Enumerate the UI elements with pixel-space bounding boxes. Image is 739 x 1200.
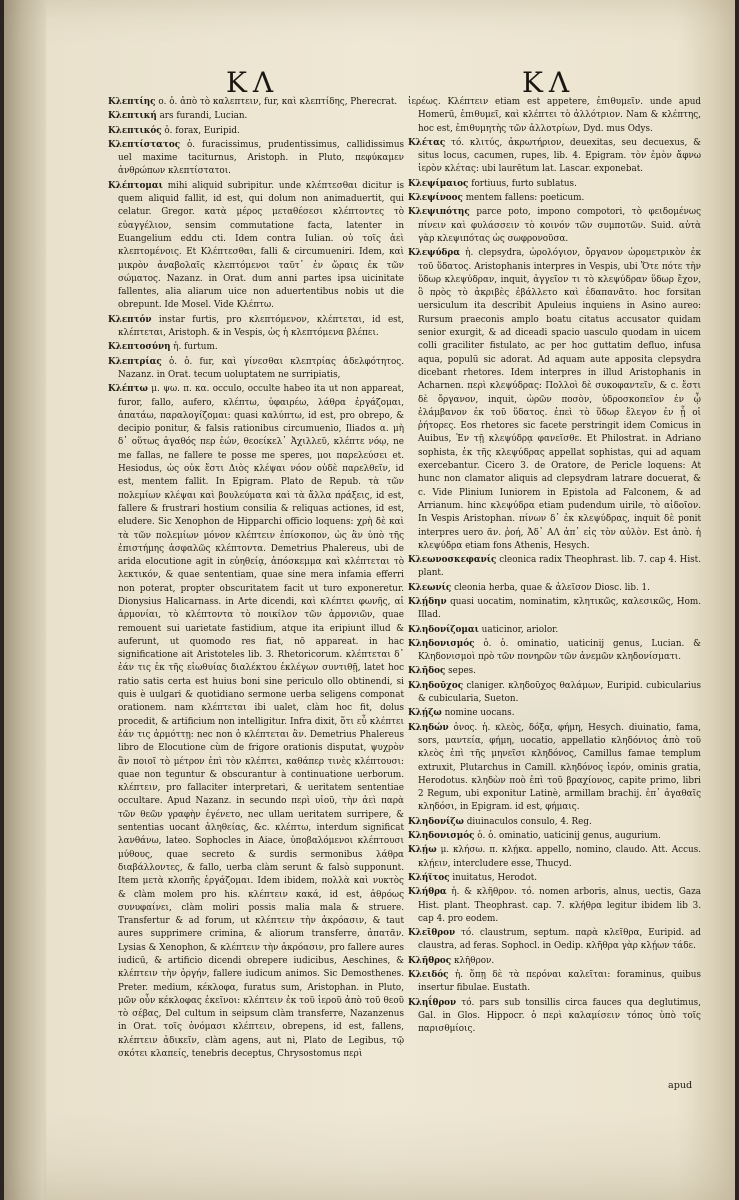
left-column xyxy=(108,96,404,1062)
dictionary-entry xyxy=(408,178,701,191)
dictionary-entry xyxy=(408,969,701,996)
entry-headword: Κλῄζω xyxy=(408,708,442,719)
entry-headword: Κλεψίμαιος xyxy=(408,178,469,189)
entry-headword: Κλεπτοσύνη xyxy=(108,342,171,353)
dictionary-entry xyxy=(408,707,701,720)
page-spine-shadow xyxy=(4,0,46,1200)
entry-text: mentem fallens: poeticum. xyxy=(465,193,585,204)
entry-text: ἡ. furtum. xyxy=(173,342,218,353)
entry-text: inuitatus, Herodot. xyxy=(452,872,538,883)
entry-headword: Κληδονισμός xyxy=(408,831,475,842)
entry-text: τό. pars sub tonsillis circa fauces qua deglutimus, Gal. in Glos. Hippocr. ὁ περὶ καλαμίσειν τόπος ὑπὸ τοῖς παρισθμίοις. xyxy=(418,997,701,1035)
entry-text: parce poto, impono compotori, τὸ φειδομένως πίνειν καὶ φυλάσσειν τὸ κοινόν τῶν συμποτῶν. Suid. αὐτὰ γὰρ κλεψιπότας ὡς σωφρονοῦσα. xyxy=(418,207,702,244)
entry-headword: Κληδονισμός xyxy=(408,638,475,649)
entry-text: ὁ. ὁ. ominatio, uaticinij genus, Lucian. & Κληδονισμοὶ πρὸ τῶν πονηρῶν τῶν ἀνεμῶν κληδονίσματι. xyxy=(418,638,702,663)
entry-headword: Κλεωνοσκεφανίς xyxy=(408,555,497,566)
entry-headword: Κλήϊτος xyxy=(408,872,450,883)
entry-headword: Κλέτας xyxy=(408,137,446,148)
entry-text: τό. claustrum, septum. παρὰ κλεῖθρα, Euripid. ad claustra, ad feras. Sophocl. in Oedip. κλῆθρα γὰρ κλῄων τάδε. xyxy=(418,928,701,952)
dictionary-entry xyxy=(408,997,701,1037)
entry-headword: Κλέπτω xyxy=(108,384,148,395)
entry-headword: Κλεψύδρα xyxy=(408,248,461,259)
entry-text: κλῆθρον. xyxy=(453,955,495,966)
entry-text: ars furandi, Lucian. xyxy=(159,111,248,122)
dictionary-entry xyxy=(108,356,404,383)
entry-headword: Κλῄδην xyxy=(408,596,447,607)
entry-text: mihi aliquid subripitur. unde κλέπτεσθαι dicitur is quem aliquid fallit, id est, qui dolum non animaduertit, qui celatur. Gregor. κατὰ μέρος μεταθέσεσι κλέπτοντες τὸ εὐαγγέλιον, sensim commutatione facta, latenter in Euangelium eddu cti. Idem contra Iulian. οὐ τοῖς ἀεὶ κλεπτομένοις. Et Κλέπτεσθαι, falli & circumueniri. Idem, καὶ μικρὸν ἀναβολαῖς κλεπτόμενοι ταῦτ᾽ ἐν ὥραις ἐκ τῶν σώματος. Nazanz. in Orat. dum anni partes ipsa uicinitate fallentes, alia aliarum uice non aduertentibus nobis ut die obrepunt. Ide Mosel. Vide Κλέπτω. xyxy=(118,180,404,311)
dictionary-entry xyxy=(408,886,701,926)
dictionary-entry xyxy=(108,110,404,123)
entry-text: fortiuus, furto sublatus. xyxy=(471,178,577,189)
running-head-left: ΚΛ xyxy=(226,66,280,99)
entry-headword: Κλειδός xyxy=(408,970,449,980)
entry-text: ὁ. ὁ. fur, καὶ γίνεσθαι κλεπτρίας ἀδελφότητος. Nazanz. in Orat. tecum uoluptatem ne surripiatis, xyxy=(118,356,404,380)
dictionary-entry xyxy=(408,844,701,871)
entry-text: ἡ. & κλῆθρον. τό. nomen arboris, alnus, uectis, Gaza Hist. plant. Theophrast. cap. 7. κλήθρα legitur ibidem lib 3. cap 4. pro eodem. xyxy=(418,887,702,924)
entry-text: nomine uocans. xyxy=(444,708,515,719)
entry-headword: Κληδονίζω xyxy=(408,816,464,827)
entry-headword: Κλεπτίστατος xyxy=(108,139,181,150)
entry-headword: Κλῄω xyxy=(408,845,437,856)
dictionary-entry xyxy=(408,554,701,581)
catchword: apud xyxy=(668,1080,693,1091)
entry-text: ὁ. ὁ. ominatio, uaticinij genus, augurium. xyxy=(477,831,661,842)
entry-headword: Κλεψιπότης xyxy=(408,207,470,218)
dictionary-entry xyxy=(408,665,701,678)
dictionary-entry xyxy=(408,872,701,885)
entry-text: ἱερέως. Κλέπτειν etiam est appetere, ἐπιθυμεῖν. unde apud Homerū, ἐπιθυμεῖ, καὶ κλέπτει τὸ ἀλλότριον. Nam & κλέπτης, hoc est, ἐπιθυμητὴς τῶν ἀλλοτρίων, Dyd. mus Odys. xyxy=(408,97,701,134)
entry-text: diuinaculos consulo, 4. Reg. xyxy=(466,816,592,827)
dictionary-entry xyxy=(108,314,404,341)
entry-text: quasi uocatim, nominatim, κλητικῶς, καλεσικῶς, Hom. Illad. xyxy=(418,596,701,621)
entry-headword: Κλεπτόν xyxy=(108,314,152,325)
entry-headword: Κλεπτρίας xyxy=(108,356,162,367)
entry-headword: Κληδοῦχος xyxy=(408,680,464,691)
dictionary-entry xyxy=(408,722,701,815)
entry-headword: Κλῆθρος xyxy=(408,955,452,966)
dictionary-entry xyxy=(108,341,404,354)
dictionary-entry xyxy=(408,624,701,637)
dictionary-entry xyxy=(108,383,404,1061)
entry-headword: Κλήθρα xyxy=(408,887,447,898)
running-head-right: ΚΛ xyxy=(522,66,576,99)
entry-headword: Κλέπτομαι xyxy=(108,180,163,191)
entry-text: claniger. κληδοῦχος θαλάμων, Euripid. cubicularius & cubicularia, Sueton. xyxy=(418,680,701,705)
dictionary-entry xyxy=(408,206,701,246)
entry-text: ο. ὁ. ἀπὸ τὸ καλεπτειν, fur, καὶ κλεπτίδης, Pherecrat. xyxy=(158,97,398,107)
dictionary-entry xyxy=(408,192,701,205)
dictionary-entry xyxy=(408,247,701,553)
entry-headword: Κλεψίνοος xyxy=(408,193,463,204)
entry-text: τό. κλιτύς, ἀκρωτήριον, deuexitas, seu decuexus, & situs locus, cacumen, rupes, lib. 4. Epigram. τὸν ἐμὸν ἄφνω ἱερὸν κλέτας: ubi laurētum lat. Lascar. exponebat. xyxy=(418,137,701,175)
dictionary-entry xyxy=(408,816,701,829)
dictionary-entry xyxy=(408,830,701,843)
entry-headword: Κλῆδος xyxy=(408,666,446,677)
entry-headword: Κλεπτική xyxy=(108,111,157,122)
book-page xyxy=(4,0,735,1200)
dictionary-entry xyxy=(408,927,701,954)
entry-text: cleonia herba, quae & ἀλεῖσον Diosc. lib. 1. xyxy=(454,582,650,593)
dictionary-entry xyxy=(408,638,701,665)
dictionary-entry xyxy=(108,96,404,109)
dictionary-entry xyxy=(408,582,701,595)
dictionary-entry xyxy=(408,96,701,136)
entry-text: ἡ. clepsydra, ὡρολόγιον, ὄργανον ὡρομετρικὸν ἐκ τοῦ ὕδατος. Aristophanis interpres in Vespis, ubi Ὅτε πότε τὴν ὕδωρ κλεψύδραν, inquit, ἀγγεῖον τι τὸ κλεψύδραν ὕδωρ ἔχον, ὃ πρὸς τὸ ἀκριβὲς ἐβάλλετο καὶ ἐδαπανᾶτο. hoc forsitan uersiculum ita describit Apuleius inquiens in Asino aureo: Rursum praeconis amplo boatu citatus accusator quidam senior exurgit, & ad diceadi spacio uasculo quodam in uicem colli graciliter fistulato, ac per hoc guttatim defluo, infusa aqua, populū sic adorat. Ad aquam aute apposita clepsydra dicebant rhetores. Idem interpres in illud Aristophanis in Acharnen. περὶ κλεψύδρας: Πολλοὶ δὲ συκοφαντεῖν, & c. ἔστι δὲ ὄργανον, inquit, ὡρῶν ποσὸν, ὑδροσκοπεῖον ἐν ᾧ ἐλάμβανον ἐκ τοῦ ὕδατος. ἐπεὶ τὸ ὕδωρ ἔλεγον ἐν ᾗ οἱ ῥήτορες. Eos rhetores sic facete perstringit idem Comicus in Auibus, Ἐν τῇ κλεψύδρᾳ φανεῖσθε. Et Philostrat. in Adriano sophista, ἐκ τῆς κλεψύδρας appellat sophistas, qui ad aquam exercebantur. Cicero 3. de Oratore, de Pericle loquens: At hunc non clamator aliquis ad clepsydram latrare docuerat, & c. Vide Plinium Iuniorem in Epistola ad Falconem, & ad Arrianum. hinc κλεψύδρα etiam pudendum uirile, τὸ αἰδοῖον. In Vespis Aristophan. πίνων δ᾽ ἐκ κλεψύδρας, inquit δὲ ponit interpres uero ᾶν. ῥοή, Ἀδ᾽ ΑΛ ἀπ᾽ εἰς τὸν αὐλὸν. Est ἀπὸ. ἡ κλεψύδρα etiam fons Athenis, Hesych. xyxy=(418,248,702,551)
dictionary-entry xyxy=(408,596,701,623)
entry-text: uaticinor, ariolor. xyxy=(481,624,559,635)
entry-headword: Κλεωνίς xyxy=(408,582,452,593)
right-column xyxy=(408,96,701,1037)
entry-headword: Κλεῖθρον xyxy=(408,928,456,939)
entry-headword: Κλεπτίης xyxy=(108,97,156,107)
entry-text: ὁνος. ἡ. κλεὸς, δόξα, φήμη, Hesych. diuinatio, fama, sors, μαντεία, φήμη, uocatio, appellatio κληδόνιος ἀπὸ τοῦ κλεὸς ἐπὶ τῆς μηνεῖσι κληδόνος, Camillus famae templum extruxit, Plutarchus in Camill. κληδόνος ἱερόν, ominis gratia, Herodotus. κληδὼν ποὸ ἐπὶ τοῦ βραχίονος, capite primo, libri 2 Regum, ubi exponitur Latinè, armillam brachij. ἐπ᾽ ἀγαθαῖς κληδόσι, in Epigram. id est, φήμαις. xyxy=(418,722,702,813)
dictionary-entry xyxy=(408,680,701,707)
entry-text: ὁ. furacissimus, prudentissimus, callidissimus uel maxime taciturnus, Aristoph. in Pluto, πεφύκαμεν ἀνθρώπων κλεπτίστατοι. xyxy=(118,139,405,177)
page-bottom-shade xyxy=(44,1110,735,1200)
dictionary-entry xyxy=(108,125,404,138)
entry-headword: Κλεπτικός xyxy=(108,125,162,136)
dictionary-entry xyxy=(108,180,404,313)
entry-text: ἡ. ὅπῃ δὲ τὰ περόναι καλεῖται: foraminus, quibus insertur fibulae. Eustath. xyxy=(418,970,701,994)
dictionary-entry xyxy=(408,955,701,968)
entry-headword: Κληΐθρον xyxy=(408,997,457,1008)
entry-text: instar furtis, pro κλεπτόμενον, κλέπτεται, id est, κλέπτεται, Aristoph. & in Vespis, ὡς ἡ κλεπτόμενα βλέπει. xyxy=(118,314,405,339)
entry-text: μ. κλήσω. π. κλῄκα. appello, nomino, claudo. Att. Accus. κλῄειν, intercludere esse, Thucyd. xyxy=(418,845,702,869)
entry-text: cleonica radix Theophrast. lib. 7. cap 4. Hist. plant. xyxy=(418,555,701,579)
dictionary-entry xyxy=(108,139,404,179)
entry-text: sepes. xyxy=(448,666,476,677)
entry-text: μ. ψω. π. κα. occulo, occulte habeo ita ut non appareat, furor, fallo, aufero, κλέπτω, ὑφαιρέω, λάθρα ἐργάζομαι, ἀπατάω, παραλογίζομαι: quasi καλύπτω, id est, pro obrepo, & decipio ponitur, & falsis rationibus circumuenio, Iliados α. μὴ δ᾽ οὕτως ἀγαθός περ ἐών, θεοείκελ᾽ Ἀχιλλεῦ, κλέπτε νόῳ, ne me fallas, ne fallere te posse me speres, μοι παρελεύσει et. Hesiodus, ὡς οὐκ ἔστι Διὸς κλέψαι νόον οὐδὲ παρελθεῖν, id est, mentem fallit. In Epigram. Plato de Repub. τὰ τῶν πολεμίων κλέψαι καὶ βουλεύματα καὶ τὰ ἄλλα πράξεις, id est, fallere & frustrari hostium consilia & reliquas actiones, id est, eludere. Sic Xenophon de Hipparchi officio loquens: χρὴ δὲ καὶ τὰ τῶν πολεμίων μόνον κλέπτειν ἐπίσκοπον, ὡς ἂν ὑπὸ τῆς ἐπιστήμης ἀσφαλῶς κλέπτοντα. Demetrius Phalereus, ubi de arida elocutione agit in εὐηθείᾳ, ἀπόσκεμμα καὶ κλέπτεται τὸ λεκτικόν, & quae sententiam, quae sine mera infamia efferri non poterat, propter obscuritatem facit ut turo exponeretur. Dionysius Halicarnass. in Arte dicendi, καὶ κλέπτει φωνῆς, αἱ ἀρμονίαι, τὸ κλέπτοντα τὸ ποικίλον τῶν ἀρμονιῶν, quae remouent sui uarietate fastidium, atque ita eripiunt illud & auferunt, ut quomodo res fiat, nō appareat. in hac significatione ait Aristoteles lib. 3. Rhetoricorum. κλέπτεται δ᾽ ἐάν τις ἐκ τῆς εἰωθυίας διαλέκτου ἐκλέγων συντιθῇ, latet hoc ratio satis certa est huius boni sine periculo ollo obtinendi, si quis è uulgari & quotidiano sermone uerba seligens componat orationem. nam κλέπτεται ibi ualet, clàm hoc fit, dolus procedit, & artificium non intelligitur. Infra dixit, ὅτι εὖ κλέπτει ἐάν τις ἁρμόττῃ: nec non ὁ κλέπτεται ἂν. Demetrius Phalereus libro de Elocutione cùm de frigore orationis disputat, ψυχρὸν ἂν ποιοῖ τὸ μέτρον ἐπὶ τὸν κλέπτει, καθάπερ τινὲς κλέπτουσι: quae non teguntur & obscurantur à continuatione uerborum. κλέπτειν, pro fallaciter interpretari, & ueritatem sententiae occultare. Apud Nazanz. in secundo περὶ υἱοῦ, τὴν ἀεὶ παρὰ τῶν θεῶν γραφὴν ἐγένετο, nec ullam ueritatem surripere, & sententias uocant ἀληθείας, &c. κλέπτω, interdum significat λανθάνω, lateo. Sophocles in Aiace, ὑποβαλόμενοι κλέπτουσι μύθους, quae secreto & surdis sermonibus λάθρα διαβάλλοντες, & fallo, uerba clàm serunt & falsò supponunt. Item μετὰ κλοπῆς ἐργάζομαι. Idem ibidem, πολλὰ καὶ νυκτὸς & clàm molem pro his. κλέπτειν κακά, id est, ἀθρόως συνυφαίνει, clàm moliri possis malia mala & struere. Transfertur & ad forum, ut κλέπτειν τὴν ἀκρόασιν, & taut aures supprimere crimina, & aliorum transferre, ἀπατᾶν. Lysias & Xenophon, & κλέπτειν τὴν ἀκρόασιν, pro fallere aures iudicū, & artificio dicendi obrepere iudicibus, Aeschines, & κλέπτειν τὴν ὀργήν, fallere iudicum animos. Sic Demosthenes. Preter. medium, κέκλοφα, furatus sum, Aristophan. in Pluto, μῶν οὖν κέκλοφας ἐκεῖνοι: κλέπτειν ἐκ τοῦ ἱεροῦ ἀπὸ τοῦ θεοῦ τὸ σέβας, Del cultum in seipsum clàm transferre, Nazanzenus in Orat. τοῖς ὀνόμασι κλέπτειν, obrepens, id est, fallens, κλέπτειν ἀδικεῖν, clàm agens, aut ni, Plato de Legibus, τῷ σκότει κλαπείς, tenebris deceptus, Chrysostomus περὶ xyxy=(118,384,404,1060)
entry-headword: Κληδονίζομαι xyxy=(408,624,479,635)
entry-text: ὁ. forax, Euripid. xyxy=(164,125,240,136)
dictionary-entry xyxy=(408,137,701,177)
entry-headword: Κληδών xyxy=(408,722,449,733)
